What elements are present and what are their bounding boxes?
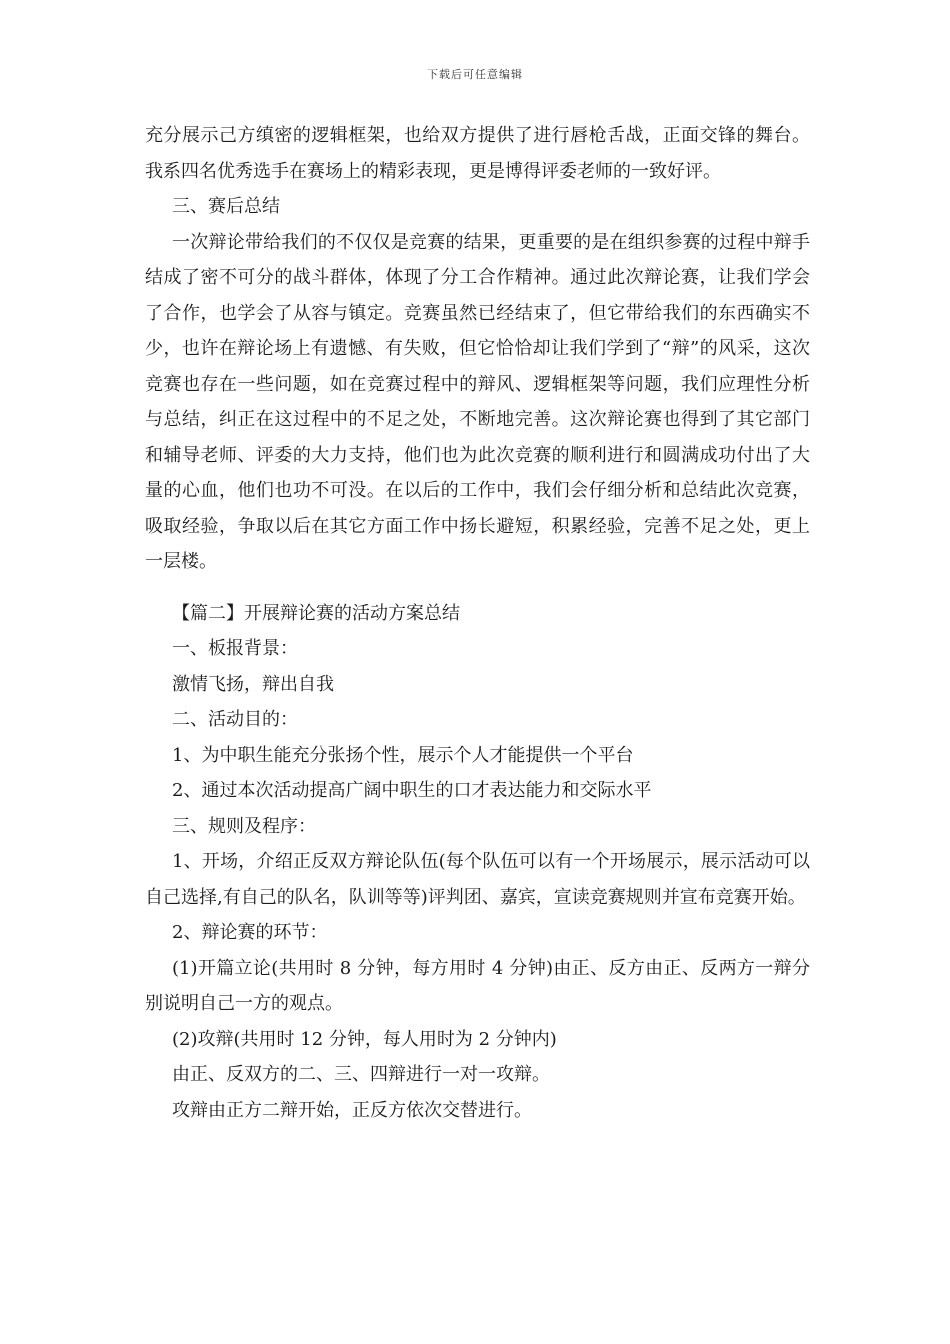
stage-opening-argument: (1)开篇立论(共用时 8 分钟，每方用时 4 分钟)由正、反方由正、反两方一辩分别说明自己一方的观点。 xyxy=(145,957,810,1014)
rules-item-opening: 1、开场，介绍正反双方辩论队伍(每个队伍可以有一个开场展示，展示活动可以自己选择,有自己的队名，队训等等)评判团、嘉宾，宣读竞赛规则并宣布竞赛开始。 xyxy=(145,851,810,908)
section-heading-rules: 三、规则及程序： xyxy=(172,815,316,837)
document-body xyxy=(145,118,810,1128)
article-title-part-two: 【篇二】开展辩论赛的活动方案总结 xyxy=(172,602,460,624)
stage-cross-examination: (2)攻辩(共用时 12 分钟，每人用时为 2 分钟内) xyxy=(172,1028,557,1050)
purpose-item-2: 2、通过本次活动提高广阔中职生的口才表达能力和交际水平 xyxy=(172,780,652,801)
page-header-note: 下载后可任意编辑 xyxy=(427,68,523,81)
section-heading-board-background: 一、板报背景： xyxy=(172,638,298,659)
body-paragraph-summary: 一次辩论带给我们的不仅仅是竞赛的结果，更重要的是在组织参赛的过程中辩手结成了密不可分的战斗群体，体现了分工合作精神。通过此次辩论赛，让我们学会了合作，也学会了从容与镇定。竞赛虽然已经结束了，但它带给我们的东西确实不少，也许在辩论场上有遗憾、有失败，但它恰恰却让我们学到了“辩”的风采，这次竞赛也存在一些问题，如在竞赛过程中的辩风、逻辑框架等问题，我们应理性分析与总结，纠正在这过程中的不足之处，不断地完善。这次辩论赛也得到了其它部门和辅导老师、评委的大力支持，他们也为此次竞赛的顺利进行和圆满成功付出了大量的心血，他们也功不可没。在以后的工作中，我们会仔细分析和总结此次竞赛，吸取经验，争取以后在其它方面工作中扬长避短，积累经验，完善不足之处，更上一层楼。 xyxy=(145,231,810,572)
board-background-text: 激情飞扬，辩出自我 xyxy=(172,673,334,695)
body-paragraph-continuation: 充分展示己方缜密的逻辑框架，也给双方提供了进行唇枪舌战，正面交锋的舞台。我系四名优秀选手在赛场上的精彩表现，更是博得评委老师的一致好评。 xyxy=(145,125,810,182)
cross-examination-detail-2: 攻辩由正方二辩开始，正反方依次交替进行。 xyxy=(172,1099,532,1121)
section-heading-purpose: 二、活动目的： xyxy=(172,709,298,730)
cross-examination-detail-1: 由正、反双方的二、三、四辩进行一对一攻辩。 xyxy=(172,1064,550,1085)
section-heading-summary: 三、赛后总结 xyxy=(172,196,280,217)
paragraph-gap xyxy=(145,580,810,596)
purpose-item-1: 1、为中职生能充分张扬个性，展示个人才能提供一个平台 xyxy=(172,744,634,766)
rules-item-stages: 2、辩论赛的环节： xyxy=(172,922,328,943)
